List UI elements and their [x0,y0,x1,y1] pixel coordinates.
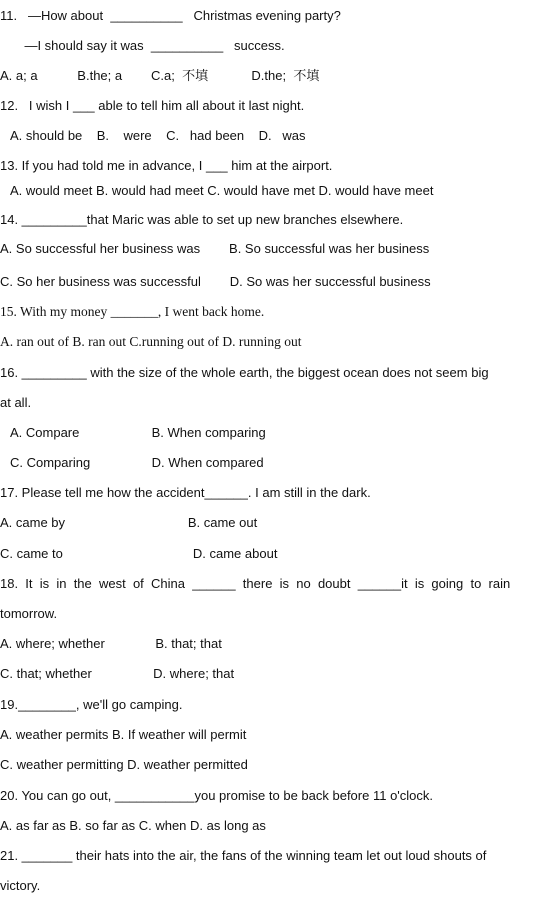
question-17-options-ab: A. came by B. came out [0,515,258,530]
question-16-options-ab: A. Compare B. When comparing [10,425,266,440]
question-19-options-ab: A. weather permits B. If weather will permit [0,727,247,742]
question-20: 20. You can go out, ___________you promise to be back before 11 o'clock. [0,788,434,803]
question-14-options-cd: C. So her business was successful D. So was her successful business [0,274,431,289]
question-13-options: A. would meet B. would had meet C. would have met D. would have meet [10,183,434,198]
question-14-options-ab: A. So successful her business was B. So successful was her business [0,241,430,256]
question-21: 21. _______ their hats into the air, the fans of the winning team let out loud shouts of [0,848,487,863]
question-15: 15. With my money _______, I went back home. [0,304,265,319]
question-19: 19.________, we'll go camping. [0,697,183,712]
question-18-options-ab: A. where; whether B. that; that [0,636,222,651]
question-11: 11. —How about __________ Christmas evening party? [0,8,341,23]
question-13: 13. If you had told me in advance, I ___ him at the airport. [0,158,333,173]
question-12: 12. I wish I ___ able to tell him all about it last night. [0,98,305,113]
question-14: 14. _________that Maric was able to set up new branches elsewhere. [0,212,404,227]
question-15-options: A. ran out of B. ran out C.running out of D. running out [0,334,302,349]
question-17: 17. Please tell me how the accident______. I am still in the dark. [0,485,371,500]
question-19-options-cd: C. weather permitting D. weather permitted [0,757,248,772]
question-18-line-2: tomorrow. [0,606,58,621]
question-20-options: A. as far as B. so far as C. when D. as long as [0,818,266,833]
question-11-line-2: —I should say it was __________ success. [10,38,285,53]
question-18-options-cd: C. that; whether D. where; that [0,666,235,681]
question-16-line-2: at all. [0,395,32,410]
question-12-options: A. should be B. were C. had been D. was [10,128,306,143]
question-18: 18. It is in the west of China ______ there is no doubt ______it is going to rain [0,576,511,591]
question-17-options-cd: C. came to D. came about [0,546,278,561]
question-16-options-cd: C. Comparing D. When compared [10,455,264,470]
question-21-line-2: victory. [0,878,41,893]
question-11-options: A. a; a B.the; a C.a; 不填 D.the; 不填 [0,68,320,83]
question-16: 16. _________ with the size of the whole earth, the biggest ocean does not seem big [0,365,489,380]
